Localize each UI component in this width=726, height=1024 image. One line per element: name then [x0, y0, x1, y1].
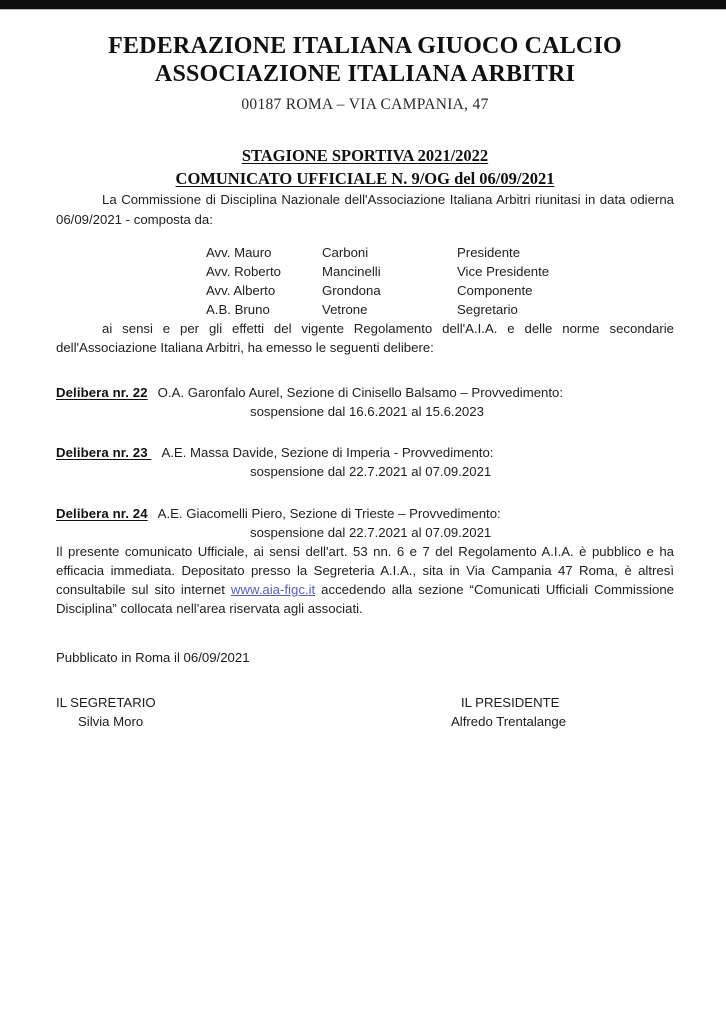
commission-members-table — [56, 243, 674, 319]
organization-name-federation: FEDERAZIONE ITALIANA GIUOCO CALCIO — [108, 33, 622, 59]
deliberation-sanction: sospensione dal 22.7.2021 al 07.09.2021 — [250, 524, 492, 540]
deliberation-first-line — [56, 383, 674, 402]
president-name: Alfredo Trentalange — [451, 714, 567, 730]
deliberation-first-line — [56, 443, 674, 462]
organization-name-association: ASSOCIAZIONE ITALIANA ARBITRI — [154, 61, 576, 88]
member-role: Presidente — [457, 244, 521, 260]
table-row — [206, 281, 674, 300]
organization-address: 00187 ROMA – VIA CAMPANIA, 47 — [241, 95, 489, 113]
deliberation-first-line — [56, 504, 674, 523]
list-item — [56, 383, 674, 421]
deliberation-subject: O.A. Garonfalo Aurel, Sezione di Cinisello Balsamo – Provvedimento: — [157, 385, 564, 401]
member-name: Avv. Roberto — [206, 263, 282, 279]
member-surname: Carboni — [322, 244, 369, 260]
deliberations-list — [56, 383, 674, 542]
document-title-block — [56, 144, 674, 191]
secretary-name: Silvia Moro — [78, 714, 144, 730]
member-surname: Mancinelli — [322, 263, 381, 279]
status-bar — [0, 0, 726, 10]
deliberation-sanction: sospensione dal 16.6.2021 al 15.6.2023 — [250, 404, 484, 420]
president-role: IL PRESIDENTE — [461, 694, 560, 710]
closing-text-part2: accedendo alla sezione “Comunicati Ufficiali Commissione Disciplina” collocata nell'area riservata agli associati. — [56, 582, 674, 617]
paragraph-legal-basis: ai sensi e per gli effetti del vigente Regolamento dell'A.I.A. e delle norme secondarie dell'Associazione Italiana Arbitri, ha emesso le seguenti delibere: — [56, 320, 674, 355]
deliberation-label: Delibera nr. 23 — [56, 445, 152, 461]
document-page — [0, 10, 726, 1024]
title-season: STAGIONE SPORTIVA 2021/2022 — [241, 145, 489, 165]
list-item — [56, 504, 674, 542]
deliberation-subject: A.E. Giacomelli Piero, Sezione di Trieste – Provvedimento: — [157, 505, 501, 521]
member-role: Vice Presidente — [457, 263, 550, 279]
table-row — [206, 262, 674, 281]
letterhead — [56, 10, 674, 114]
member-name: Avv. Alberto — [206, 282, 276, 298]
publication-line: Pubblicato in Roma il 06/09/2021 — [56, 650, 250, 666]
signature-secretary — [56, 693, 451, 733]
closing-text-part1: Il presente comunicato Ufficiale, ai sensi dell'art. 53 nn. 6 e 7 del Regolamento A.I.A. è pubblico e ha efficacia immediata. Depositato presso la Segreteria A.I.A., sita in Via Campania 47 Roma, è altresì consultabile sul sito internet — [56, 543, 674, 598]
list-item — [56, 443, 674, 481]
secretary-role: IL SEGRETARIO — [56, 694, 156, 710]
signature-block — [56, 693, 674, 733]
member-surname: Vetrone — [322, 301, 368, 317]
table-row — [206, 243, 674, 262]
paragraph-closing — [56, 542, 674, 619]
deliberation-subject: A.E. Massa Davide, Sezione di Imperia - Provvedimento: — [161, 445, 494, 461]
deliberation-label: Delibera nr. 22 — [56, 385, 148, 401]
table-row — [206, 300, 674, 319]
deliberation-sanction: sospensione dal 22.7.2021 al 07.09.2021 — [250, 464, 492, 480]
member-role: Segretario — [457, 301, 518, 317]
aia-website-link[interactable]: www.aia-figc.it — [230, 582, 316, 598]
title-communication-number: COMUNICATO UFFICIALE N. 9/OG del 06/09/2021 — [175, 169, 555, 189]
deliberation-label: Delibera nr. 24 — [56, 505, 148, 521]
member-name: A.B. Bruno — [206, 301, 270, 317]
member-name: Avv. Mauro — [206, 244, 272, 260]
member-role: Componente — [457, 282, 533, 298]
member-surname: Grondona — [322, 282, 381, 298]
signature-president — [451, 693, 674, 733]
document-content — [0, 10, 726, 732]
paragraph-intro: La Commissione di Disciplina Nazionale dell'Associazione Italiana Arbitri riunitasi in data odierna 06/09/2021 - composta da: — [56, 192, 674, 227]
